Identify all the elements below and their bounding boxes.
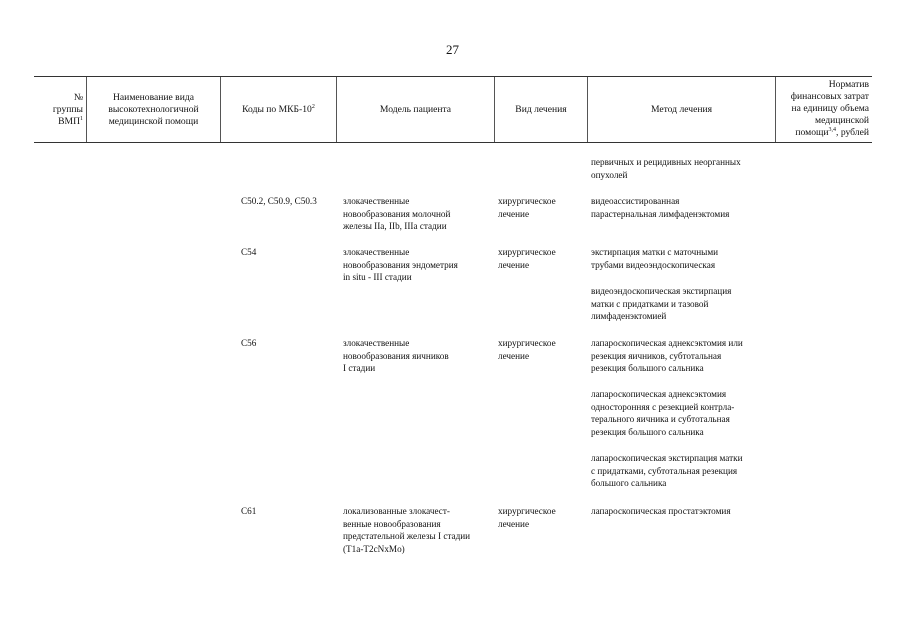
- patient-model-cell: злокачественные новообразования молочной железы IIa, IIb, IIIa стадии: [343, 196, 451, 231]
- method-cell: видеоэндоскопическая экстирпация матки с придатками и тазовой лимфаденэктомией: [591, 286, 732, 321]
- method-cell: лапароскопическая простатэктомия: [591, 506, 731, 516]
- method-cell: лапароскопическая аднексэктомия односторонняя с резекцией контрла- терального яичника и субтотальная резекция большого сальника: [591, 389, 735, 437]
- method-cell: лапароскопическая аднексэктомия или резекция яичников, субтотальная резекция большого сальника: [591, 338, 743, 373]
- header-patient-model: Модель пациента: [336, 77, 494, 142]
- treatment-type-cell: хирургическое лечение: [498, 247, 556, 270]
- method-cell: экстирпация матки с маточными трубами видеоэндоскопическая: [591, 247, 719, 270]
- treatment-type-cell: хирургическое лечение: [498, 196, 556, 219]
- method-cell: видеоассистированная парастернальная лимфаденэктомия: [591, 196, 730, 219]
- method-cell: первичных и рецидивных неорганных опухолей: [591, 157, 741, 180]
- icd-code-cell: C54: [241, 247, 257, 257]
- header-treatment-method: Метод лечения: [587, 77, 775, 142]
- icd-code-cell: C61: [241, 506, 257, 516]
- method-cell: лапароскопическая экстирпация матки с придатками, субтотальная резекция большого сальника: [591, 453, 743, 488]
- page-number: 27: [446, 42, 459, 57]
- header-icd-codes: Коды по МКБ-$10^2$: [220, 77, 336, 142]
- patient-model-cell: локализованные злокачест- венные новообразования предстательной железы I стадии (T1a-T2cNxMo): [343, 506, 471, 554]
- table-header: [34, 76, 872, 143]
- treatment-type-cell: хирургическое лечение: [498, 506, 556, 529]
- header-care-type: Наименование вида высокотехнологичной медицинской помощи: [86, 77, 220, 142]
- header-treatment-type: Вид лечения: [494, 77, 587, 142]
- header-cost-norm: Норматив финансовых затрат на единицу объема медицинской помощи$^{3,4}$, рублей: [775, 77, 872, 142]
- icd-code-cell: C50.2, C50.9, C50.3: [241, 196, 317, 206]
- patient-model-cell: злокачественные новообразования эндометрия in situ - III стадии: [343, 247, 458, 282]
- patient-model-cell: злокачественные новообразования яичников I стадии: [343, 338, 449, 373]
- icd-code-cell: C56: [241, 338, 257, 348]
- header-group-number: № группы ВМП$^1$: [52, 91, 83, 127]
- treatment-type-cell: хирургическое лечение: [498, 338, 556, 361]
